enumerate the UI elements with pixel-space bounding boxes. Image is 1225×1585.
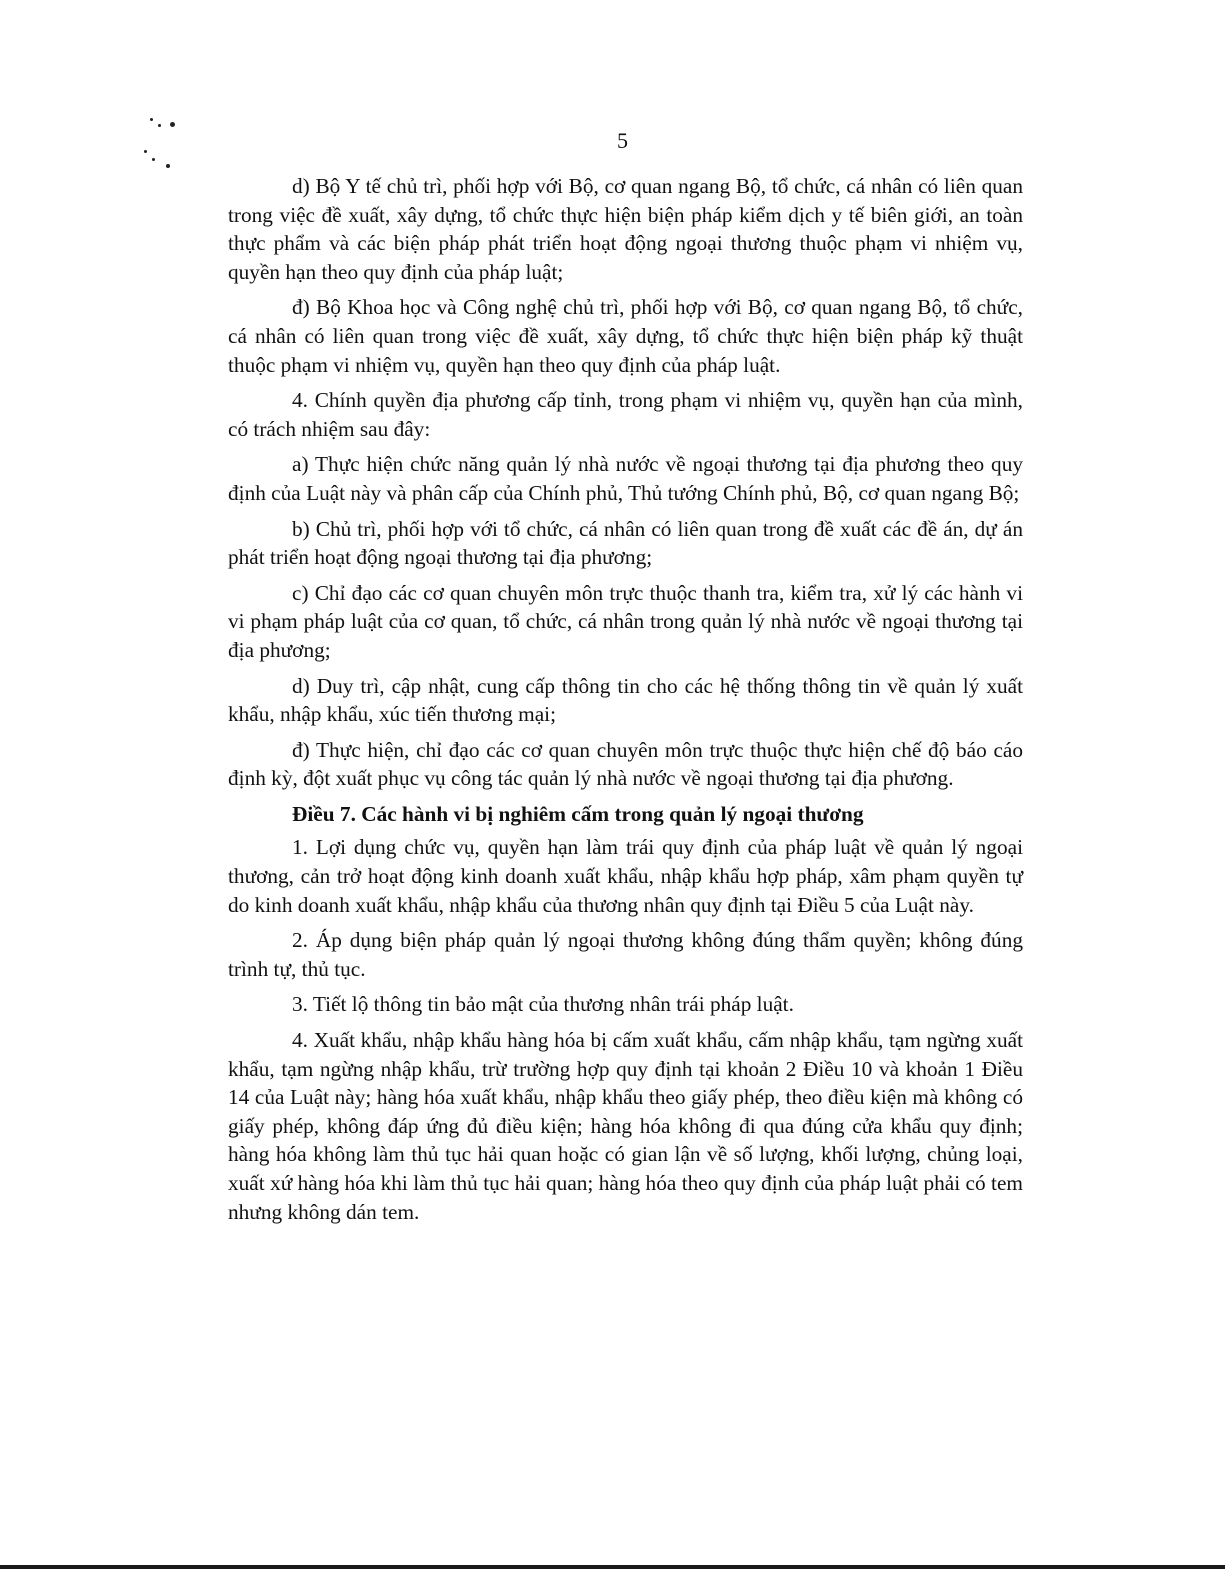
paragraph-d-info: d) Duy trì, cập nhật, cung cấp thông tin cho các hệ thống thông tin về quản lý xuất khẩu, nhập khẩu, xúc tiến thương mại; [228,673,1023,727]
article-7-clause-4: 4. Xuất khẩu, nhập khẩu hàng hóa bị cấm xuất khẩu, cấm nhập khẩu, tạm ngừng xuất khẩu, tạm ngừng nhập khẩu, trừ trường hợp quy định tại khoản 2 Điều 10 và khoản 1 Điều 14 của Luật này; hàng hóa xuất khẩu, nhập khẩu theo giấy phép, theo điều kiện mà không có giấy phép, không đáp ứng đủ điều kiện; hàng hóa không đi qua đúng cửa khẩu quy định; hàng hóa không làm thủ tục hải quan hoặc có gian lận về số lượng, khối lượng, chủng loại, xuất xứ hàng hóa khi làm thủ tục hải quan; hàng hóa theo quy định của pháp luật phải có tem nhưng không dán tem. [228,1028,1023,1224]
scan-bottom-edge [0,1565,1225,1569]
document-body [228,172,1023,1233]
paragraph-c: c) Chỉ đạo các cơ quan chuyên môn trực thuộc thanh tra, kiểm tra, xử lý các hành vi vi phạm pháp luật của cơ quan, tổ chức, cá nhân trong quản lý nhà nước về ngoại thương tại địa phương; [228,580,1023,662]
paragraph-a: a) Thực hiện chức năng quản lý nhà nước về ngoại thương tại địa phương theo quy định của Luật này và phân cấp của Chính phủ, Thủ tướng Chính phủ, Bộ, cơ quan ngang Bộ; [228,452,1023,505]
article-7-clause-3: 3. Tiết lộ thông tin bảo mật của thương nhân trái pháp luật. [292,992,794,1017]
paragraph-dd-science: đ) Bộ Khoa học và Công nghệ chủ trì, phối hợp với Bộ, cơ quan ngang Bộ, tổ chức, cá nhân có liên quan trong việc đề xuất, xây dựng, tổ chức thực hiện biện pháp kỹ thuật thuộc phạm vi nhiệm vụ, quyền hạn theo quy định của pháp luật. [228,295,1023,377]
article-7-heading: Điều 7. Các hành vi bị nghiêm cấm trong quản lý ngoại thương [292,801,864,826]
article-7-clause-1: 1. Lợi dụng chức vụ, quyền hạn làm trái quy định của pháp luật về quản lý ngoại thương, cản trở hoạt động kinh doanh xuất khẩu, nhập khẩu hợp pháp, xâm phạm quyền tự do kinh doanh xuất khẩu, nhập khẩu của thương nhân quy định tại Điều 5 của Luật này. [228,835,1023,917]
paragraph-d-health: d) Bộ Y tế chủ trì, phối hợp với Bộ, cơ quan ngang Bộ, tổ chức, cá nhân có liên quan trong việc đề xuất, xây dựng, tổ chức thực hiện biện pháp kiểm dịch y tế biên giới, an toàn thực phẩm và các biện pháp phát triển hoạt động ngoại thương thuộc phạm vi nhiệm vụ, quyền hạn theo quy định của pháp luật; [228,174,1023,284]
paragraph-4-provincial: 4. Chính quyền địa phương cấp tỉnh, trong phạm vi nhiệm vụ, quyền hạn của mình, có trách nhiệm sau đây: [228,388,1023,441]
page-number: 5 [617,128,628,153]
paragraph-b: b) Chủ trì, phối hợp với tổ chức, cá nhân có liên quan trong đề xuất các đề án, dự án phát triển hoạt động ngoại thương tại địa phương; [228,516,1023,570]
paragraph-dd-report: đ) Thực hiện, chỉ đạo các cơ quan chuyên môn trực thuộc thực hiện chế độ báo cáo định kỳ, đột xuất phục vụ công tác quản lý nhà nước về ngoại thương tại địa phương. [228,737,1023,791]
article-7-clause-2: 2. Áp dụng biện pháp quản lý ngoại thương không đúng thẩm quyền; không đúng trình tự, thủ tục. [228,928,1023,981]
